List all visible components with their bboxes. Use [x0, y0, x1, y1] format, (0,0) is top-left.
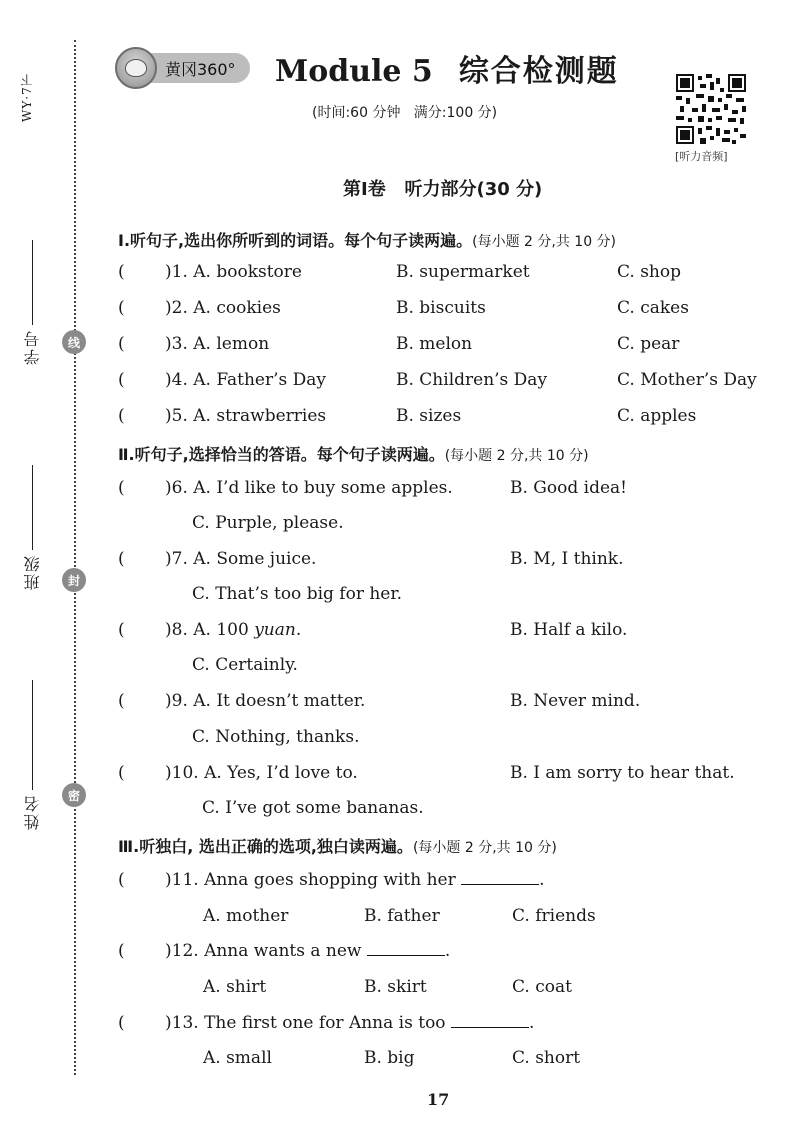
answer-paren[interactable]: ( [118, 763, 125, 783]
section-3-heading [118, 834, 557, 857]
question-9-option-a: )9. A. It doesn’t matter. [165, 691, 366, 711]
answer-paren[interactable]: ( [118, 870, 125, 890]
question-9-option-c: C. Nothing, thanks. [192, 727, 360, 747]
question-2-option-c: C. cakes [617, 298, 689, 318]
section-1-note: (每小题 2 分,共 10 分) [472, 234, 617, 250]
question-row [0, 763, 794, 787]
answer-paren[interactable]: ( [118, 549, 125, 569]
answer-paren[interactable]: ( [118, 370, 125, 390]
question-10-option-c: C. I’ve got some bananas. [202, 798, 424, 818]
publisher-logo [115, 46, 267, 90]
question-row [0, 691, 794, 715]
question-12-option-c: C. coat [512, 977, 572, 997]
question-2-option-b: B. biscuits [396, 298, 486, 318]
question-1-option-b: B. supermarket [396, 262, 530, 282]
question-13-option-c: C. short [512, 1048, 581, 1068]
section-2-note: (每小题 2 分,共 10 分) [444, 448, 589, 464]
question-8-option-c: C. Certainly. [192, 655, 298, 675]
question-row [0, 941, 794, 965]
question-row [0, 655, 794, 679]
exam-info: (时间:60 分钟 满分:100 分) [312, 105, 498, 121]
question-7-option-c: C. That’s too big for her. [192, 584, 403, 604]
question-5-option-a: )5. A. strawberries [165, 406, 327, 426]
question-row [0, 513, 794, 537]
seal-mark-secret: 密 [62, 783, 86, 807]
question-7-option-b: B. M, I think. [510, 549, 624, 569]
question-13-stem: )13. The first one for Anna is too . [165, 1013, 535, 1033]
part-title: 第Ⅰ卷 听力部分(30 分) [343, 179, 543, 200]
answer-paren[interactable]: ( [118, 941, 125, 961]
question-10-option-a: )10. A. Yes, I’d love to. [165, 763, 358, 783]
question-4-option-c: C. Mother’s Day [617, 370, 757, 390]
question-row [0, 262, 794, 286]
qr-code-icon[interactable] [676, 74, 746, 144]
question-row [0, 478, 794, 502]
question-3-option-b: B. melon [396, 334, 473, 354]
question-row [0, 906, 794, 930]
class-label: 班级 [22, 554, 42, 590]
question-11-option-a: A. mother [203, 906, 289, 926]
question-row [0, 870, 794, 894]
logo-text: 黄冈360° [143, 53, 250, 83]
question-7-option-a: )7. A. Some juice. [165, 549, 317, 569]
name-label: 姓名 [22, 794, 42, 830]
question-1-option-a: )1. A. bookstore [165, 262, 302, 282]
question-11-stem: )11. Anna goes shopping with her . [165, 870, 545, 890]
question-11-option-b: B. father [364, 906, 440, 926]
question-8-option-a: )8. A. 100 yuan. [165, 620, 302, 640]
question-12-option-a: A. shirt [203, 977, 267, 997]
seal-mark-seal: 封 [62, 568, 86, 592]
question-row [0, 406, 794, 430]
series-code: WY·7下 [20, 73, 34, 122]
question-row [0, 370, 794, 394]
page-number: 17 [427, 1090, 450, 1109]
page-title [275, 46, 619, 90]
title-chinese: 综合检测题 [458, 54, 619, 89]
question-1-option-c: C. shop [617, 262, 681, 282]
question-row [0, 1048, 794, 1072]
question-12-option-b: B. skirt [364, 977, 427, 997]
mascot-icon [115, 47, 157, 89]
section-2-heading-text: Ⅱ.听句子,选择恰当的答语。每个句子读两遍。 [118, 445, 445, 464]
title-module: Module 5 [275, 54, 433, 89]
question-12-stem: )12. Anna wants a new . [165, 941, 451, 961]
qr-caption: [听力音频] [675, 150, 728, 163]
section-1-heading [118, 228, 616, 251]
answer-blank[interactable] [451, 1013, 529, 1028]
answer-blank[interactable] [461, 870, 539, 885]
question-13-option-b: B. big [364, 1048, 415, 1068]
section-3-note: (每小题 2 分,共 10 分) [412, 840, 557, 856]
answer-paren[interactable]: ( [118, 298, 125, 318]
section-3-heading-text: Ⅲ.听独白, 选出正确的选项,独白读两遍。 [118, 837, 413, 856]
question-10-option-b: B. I am sorry to hear that. [510, 763, 735, 783]
question-9-option-b: B. Never mind. [510, 691, 641, 711]
answer-paren[interactable]: ( [118, 478, 125, 498]
question-row [0, 620, 794, 644]
section-1-heading-text: Ⅰ.听句子,选出你所听到的词语。每个句子读两遍。 [118, 231, 473, 250]
answer-blank[interactable] [367, 941, 445, 956]
question-3-option-a: )3. A. lemon [165, 334, 270, 354]
answer-paren[interactable]: ( [118, 620, 125, 640]
question-row [0, 798, 794, 822]
question-6-option-a: )6. A. I’d like to buy some apples. [165, 478, 453, 498]
question-row [0, 1013, 794, 1037]
question-2-option-a: )2. A. cookies [165, 298, 281, 318]
question-6-option-b: B. Good idea! [510, 478, 627, 498]
answer-paren[interactable]: ( [118, 406, 125, 426]
answer-paren[interactable]: ( [118, 334, 125, 354]
question-8-option-b: B. Half a kilo. [510, 620, 628, 640]
question-5-option-c: C. apples [617, 406, 697, 426]
student-number-label: 学号 [22, 329, 42, 365]
answer-paren[interactable]: ( [118, 691, 125, 711]
question-3-option-c: C. pear [617, 334, 680, 354]
answer-paren[interactable]: ( [118, 262, 125, 282]
seal-mark-line: 线 [62, 330, 86, 354]
answer-paren[interactable]: ( [118, 1013, 125, 1033]
question-row [0, 584, 794, 608]
question-row [0, 727, 794, 751]
question-13-option-a: A. small [203, 1048, 272, 1068]
question-row [0, 298, 794, 322]
question-row [0, 549, 794, 573]
question-11-option-c: C. friends [512, 906, 596, 926]
question-4-option-a: )4. A. Father’s Day [165, 370, 326, 390]
question-6-option-c: C. Purple, please. [192, 513, 344, 533]
question-4-option-b: B. Children’s Day [396, 370, 548, 390]
question-row [0, 334, 794, 358]
question-5-option-b: B. sizes [396, 406, 462, 426]
section-2-heading [118, 442, 589, 465]
question-row [0, 977, 794, 1001]
